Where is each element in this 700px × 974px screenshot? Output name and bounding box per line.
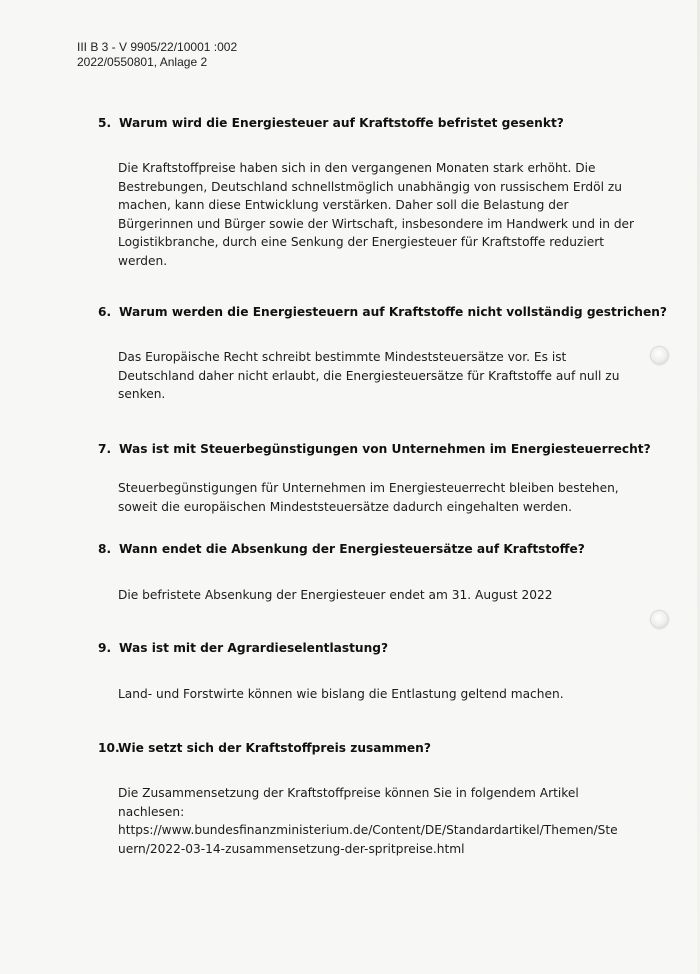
answer-line: werden. [118, 253, 168, 268]
question-10 [98, 741, 618, 755]
reference-line-1: III B 3 - V 9905/22/10001 :002 [77, 40, 238, 54]
article-link-part: https://www.bundesfinanzministerium.de/Content/DE/Standardartikel/Themen/Ste [118, 823, 618, 838]
article-link-part: uern/2022-03-14-zusammensetzung-der-spritpreise.html [118, 841, 465, 856]
answer-line: Die Kraftstoffpreise haben sich in den vergangenen Monaten stark erhöht. Die [118, 161, 596, 175]
question-text: Wie setzt sich der Kraftstoffpreis zusammen? [118, 741, 431, 755]
answer-line: Bestrebungen, Deutschland schnellstmöglich unabhängig von russischem Erdöl zu [118, 179, 622, 194]
answer-10 [118, 784, 618, 858]
answer-line: nachlesen: [118, 804, 185, 819]
answer-line: Die Zusammensetzung der Kraftstoffpreise können Sie in folgendem Artikel [118, 786, 579, 800]
question-text: Was ist mit der Agrardieselentlastung? [119, 641, 389, 655]
question-number: 7. [98, 442, 112, 456]
answer-line: Die befristete Absenkung der Energiesteuer endet am 31. August 2022 [118, 588, 553, 602]
answer-line: Land- und Forstwirte können wie bislang die Entlastung geltend machen. [118, 687, 564, 701]
answer-line: Steuerbegünstigungen für Unternehmen im Energiesteuerrecht bleiben bestehen, [118, 481, 619, 495]
answer-line [118, 821, 618, 840]
answer-line: Das Europäische Recht schreibt bestimmte Mindeststeuersätze vor. Es ist [118, 350, 567, 364]
question-text: Warum wird die Energiesteuer auf Kraftstoffe befristet gesenkt? [119, 116, 564, 130]
question-text: Warum werden die Energiesteuern auf Kraftstoffe nicht vollständig gestrichen? [119, 305, 667, 319]
punch-hole [651, 347, 668, 364]
question-number: 6. [98, 305, 112, 319]
answer-5 [118, 159, 635, 271]
answer-line: Logistikbranche, durch eine Senkung der Energiesteuer für Kraftstoffe reduziert [118, 235, 605, 250]
reference-line-2: 2022/0550801, Anlage 2 [77, 55, 208, 69]
answer-line: machen, kann diese Entwicklung verstärken. Daher soll die Belastung der [118, 198, 569, 213]
answer-6 [118, 348, 618, 404]
question-9 [98, 641, 618, 655]
question-text: Wann endet die Absenkung der Energiesteuersätze auf Kraftstoffe? [119, 542, 585, 556]
answer-9 [118, 685, 618, 704]
question-number: 5. [98, 116, 112, 130]
question-number: 9. [98, 641, 112, 655]
punch-hole [651, 611, 668, 628]
question-5 [98, 116, 618, 130]
answer-7 [118, 479, 618, 516]
question-6 [98, 305, 667, 319]
question-7 [98, 442, 651, 456]
answer-line: soweit die europäischen Mindeststeuersätze dadurch eingehalten werden. [118, 499, 573, 514]
answer-line: Bürgerinnen und Bürger sowie der Wirtschaft, insbesondere im Handwerk und in der [118, 216, 635, 231]
answer-line: Deutschland daher nicht erlaubt, die Energiesteuersätze für Kraftstoffe auf null zu [118, 368, 620, 383]
answer-line [118, 840, 618, 859]
answer-line: senken. [118, 387, 166, 402]
answer-8 [118, 586, 618, 605]
question-8 [98, 542, 618, 556]
question-text: Was ist mit Steuerbegünstigungen von Unternehmen im Energiesteuerrecht? [119, 442, 651, 456]
question-number: 8. [98, 542, 112, 556]
question-number: 10. [98, 741, 120, 755]
document-reference [77, 40, 237, 70]
